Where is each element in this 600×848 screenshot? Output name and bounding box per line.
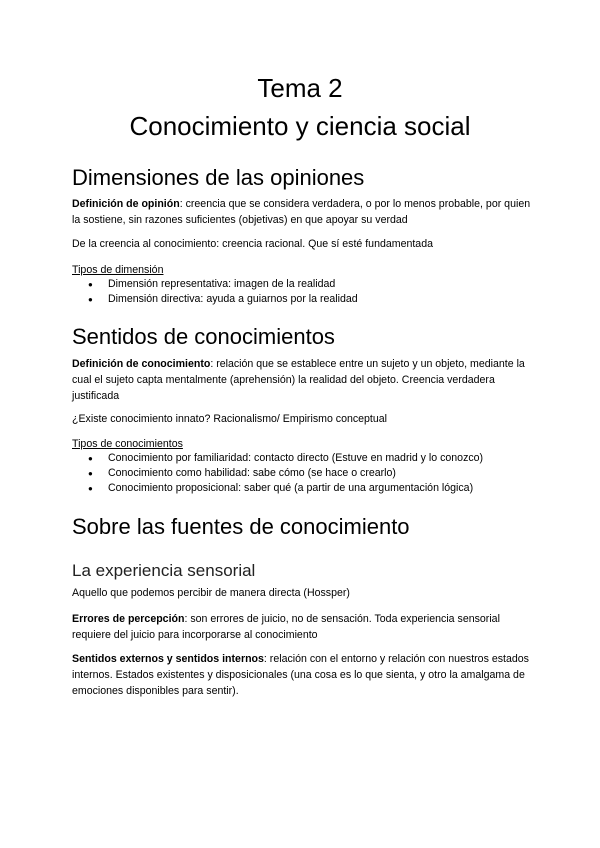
list-item: ● Dimensión directiva: ayuda a guiarnos por la realidad — [72, 292, 358, 307]
section-heading-fuentes: Sobre las fuentes de conocimiento — [72, 514, 410, 539]
definition-conocimiento — [72, 356, 532, 404]
definition-conocimiento-label: Definición de conocimiento — [72, 358, 211, 370]
list-title-conocimientos: Tipos de conocimientos — [72, 438, 183, 450]
paragraph-sentidos — [72, 651, 532, 699]
title-line-1: Tema 2 — [257, 73, 343, 103]
errores-text: : son errores de juicio, no de sensación. Toda experiencia sensorial requiere del juicio para incorporarse al conocimiento — [72, 613, 500, 641]
section-heading-dimensiones: Dimensiones de las opiniones — [72, 165, 365, 190]
title-line-2: Conocimiento y ciencia social — [129, 111, 471, 141]
errores-label: Errores de percepción — [72, 613, 185, 625]
paragraph-innato: ¿Existe conocimiento innato? Racionalismo/ Empirismo conceptual — [72, 413, 388, 425]
definition-opinion-text: : creencia que se considera verdadera, o por lo menos probable, por quien la sostiene, sin razones suficientes (objetivas) en que apoyar su verdad — [72, 198, 531, 226]
definition-opinion — [72, 196, 532, 228]
list-item: ● Dimensión representativa: imagen de la realidad — [72, 277, 358, 292]
definition-conocimiento-text: : relación que se establece entre un sujeto y un objeto, mediante la cual el sujeto capta mentalmente (aprehensión) la realidad del objeto. Creencia verdadera justificada — [72, 358, 525, 402]
list-item: ● Conocimiento por familiaridad: contacto directo (Estuve en madrid y lo conozco) — [72, 451, 483, 466]
paragraph-aquello: Aquello que podemos percibir de manera directa (Hossper) — [72, 587, 350, 599]
sentidos-text: : relación con el entorno y relación con nuestros estados internos. Estados existentes y disposicionales (una cosa es lo que sienta, y otro la amalgama de emociones disponibles para sentir). — [72, 653, 529, 697]
subheading-experiencia: La experiencia sensorial — [72, 561, 256, 580]
section-heading-sentidos: Sentidos de conocimientos — [72, 324, 335, 349]
dimension-list — [72, 277, 358, 307]
paragraph-errores — [72, 611, 532, 643]
paragraph-creencia: De la creencia al conocimiento: creencia racional. Que sí esté fundamentada — [72, 238, 433, 250]
list-item: ● Conocimiento como habilidad: sabe cómo (se hace o crearlo) — [72, 466, 483, 481]
list-title-dimension: Tipos de dimensión — [72, 264, 164, 276]
list-item: ● Conocimiento proposicional: saber qué (a partir de una argumentación lógica) — [72, 481, 483, 496]
conocimientos-list — [72, 451, 483, 496]
sentidos-label: Sentidos externos y sentidos internos — [72, 653, 264, 665]
definition-opinion-label: Definición de opinión — [72, 198, 180, 210]
